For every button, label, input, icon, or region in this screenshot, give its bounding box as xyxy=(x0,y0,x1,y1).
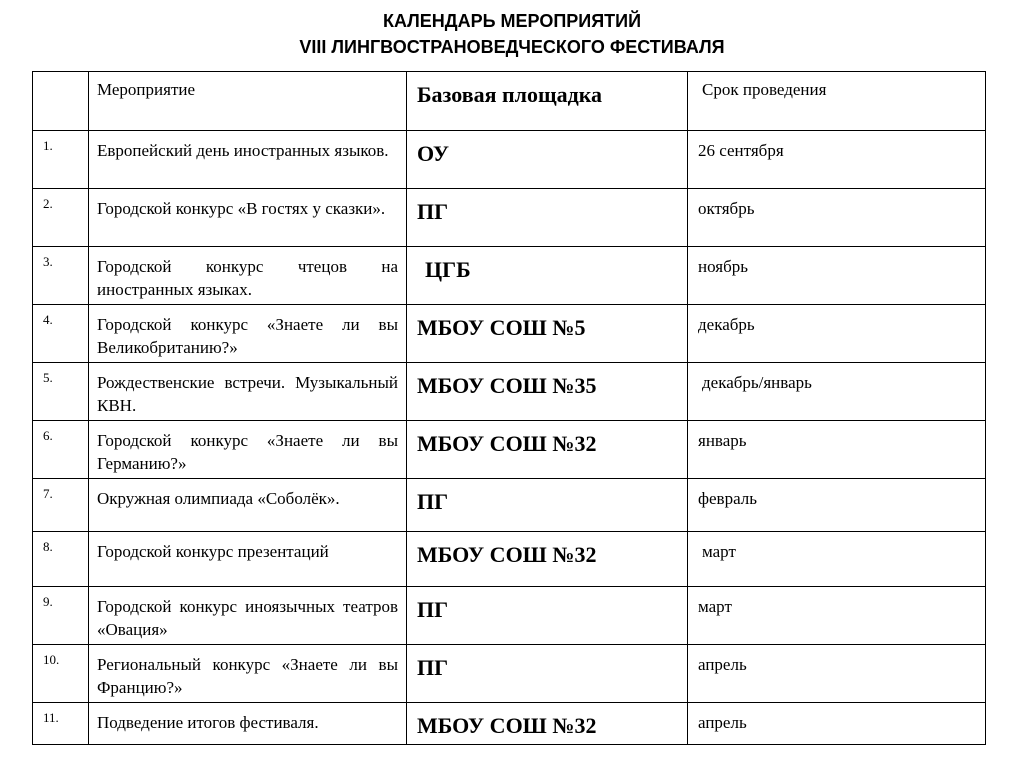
row-venue: МБОУ СОШ №32 xyxy=(407,421,688,479)
row-venue: МБОУ СОШ №5 xyxy=(407,305,688,363)
table-row xyxy=(33,587,986,645)
row-venue: ПГ xyxy=(407,645,688,703)
row-venue: МБОУ СОШ №32 xyxy=(407,532,688,587)
row-date: декабрь xyxy=(688,305,986,363)
table-row xyxy=(33,247,986,305)
header-event: Мероприятие xyxy=(89,72,407,131)
row-event: Рождественские встречи. Музыкальный КВН. xyxy=(89,363,407,421)
row-date: апрель xyxy=(688,645,986,703)
row-date: январь xyxy=(688,421,986,479)
row-date: март xyxy=(688,532,986,587)
row-event: Окружная олимпиада «Соболёк». xyxy=(89,479,407,532)
row-num: 5. xyxy=(33,363,89,421)
row-event: Городской конкурс «В гостях у сказки». xyxy=(89,189,407,247)
row-date: октябрь xyxy=(688,189,986,247)
row-event: Городской конкурс презентаций xyxy=(89,532,407,587)
row-num: 8. xyxy=(33,532,89,587)
row-date: ноябрь xyxy=(688,247,986,305)
events-calendar-table xyxy=(32,71,986,745)
table-row xyxy=(33,305,986,363)
row-venue: ОУ xyxy=(407,131,688,189)
table-row xyxy=(33,363,986,421)
row-event: Подведение итогов фестиваля. xyxy=(89,703,407,745)
row-venue: ПГ xyxy=(407,587,688,645)
row-event: Городской конкурс иноязычных театров «Овация» xyxy=(89,587,407,645)
row-venue: МБОУ СОШ №32 xyxy=(407,703,688,745)
title-line-2: VIII ЛИНГВОСТРАНОВЕДЧЕСКОГО ФЕСТИВАЛЯ xyxy=(299,37,725,57)
table-row xyxy=(33,532,986,587)
row-num: 4. xyxy=(33,305,89,363)
table-row xyxy=(33,645,986,703)
row-num: 2. xyxy=(33,189,89,247)
row-num: 9. xyxy=(33,587,89,645)
row-event: Городской конкурс «Знаете ли вы Германию?» xyxy=(89,421,407,479)
row-num: 6. xyxy=(33,421,89,479)
row-date: март xyxy=(688,587,986,645)
table-header-row xyxy=(33,72,986,131)
row-event: Городской конкурс «Знаете ли вы Великобританию?» xyxy=(89,305,407,363)
row-venue: МБОУ СОШ №35 xyxy=(407,363,688,421)
row-venue: ЦГБ xyxy=(407,247,688,305)
table-row xyxy=(33,189,986,247)
header-venue: Базовая площадка xyxy=(407,72,688,131)
row-num: 3. xyxy=(33,247,89,305)
table-row xyxy=(33,479,986,532)
row-date: апрель xyxy=(688,703,986,745)
row-date: декабрь/январь xyxy=(688,363,986,421)
row-date: февраль xyxy=(688,479,986,532)
title-line-1: КАЛЕНДАРЬ МЕРОПРИЯТИЙ xyxy=(382,11,642,31)
row-venue: ПГ xyxy=(407,479,688,532)
row-event: Европейский день иностранных языков. xyxy=(89,131,407,189)
row-num: 7. xyxy=(33,479,89,532)
row-num: 1. xyxy=(33,131,89,189)
row-venue: ПГ xyxy=(407,189,688,247)
row-event: Городской конкурс чтецов на иностранных языках. xyxy=(89,247,407,305)
row-date: 26 сентября xyxy=(688,131,986,189)
row-num: 11. xyxy=(33,703,89,745)
row-event: Региональный конкурс «Знаете ли вы Францию?» xyxy=(89,645,407,703)
header-date: Срок проведения xyxy=(688,72,986,131)
table-row xyxy=(33,131,986,189)
header-num xyxy=(33,72,89,131)
table-row xyxy=(33,421,986,479)
table-row xyxy=(33,703,986,745)
document-title xyxy=(0,8,1024,60)
row-num: 10. xyxy=(33,645,89,703)
